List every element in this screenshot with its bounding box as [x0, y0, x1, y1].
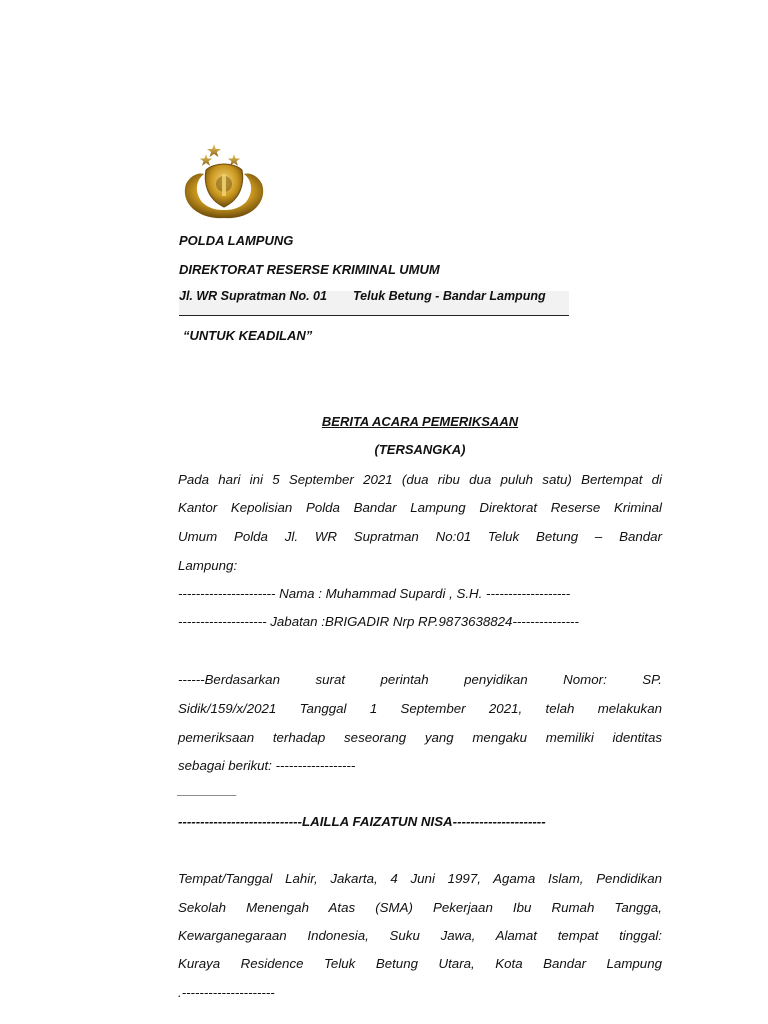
motto: “UNTUK KEADILAN”	[183, 328, 313, 343]
para2-line4: sebagai berikut: ------------------	[178, 758, 356, 773]
para3-line5: .---------------------	[178, 985, 275, 1000]
para3-line3: Kewarganegaraan Indonesia, Suku Jawa, Alamat tempat tinggal:	[178, 928, 662, 943]
para1-line1: Pada hari ini 5 September 2021 (dua ribu dua puluh satu) Bertempat di	[178, 472, 662, 487]
para1-line3: Umum Polda Jl. WR Supratman No:01 Teluk Betung – Bandar	[178, 529, 662, 544]
org-name: POLDA LAMPUNG	[179, 233, 294, 248]
para3-line4: Kuraya Residence Teluk Betung Utara, Kota Bandar Lampung	[178, 956, 662, 971]
para1-line2: Kantor Kepolisian Polda Bandar Lampung Direktorat Reserse Kriminal	[178, 500, 662, 515]
address-street: Jl. WR Supratman No. 01	[179, 289, 327, 303]
para2-line3: pemeriksaan terhadap seseorang yang mengaku memiliki identitas	[178, 730, 662, 745]
address-row	[179, 291, 569, 316]
address-city: Teluk Betung - Bandar Lampung	[353, 289, 546, 303]
para2-line1: ------Berdasarkan surat perintah penyidikan Nomor: SP.	[178, 672, 662, 687]
officer-rank-line: -------------------- Jabatan :BRIGADIR Nrp RP.9873638824---------------	[178, 614, 579, 629]
officer-name-line: ---------------------- Nama : Muhammad Supardi , S.H. -------------------	[178, 586, 571, 601]
para3-line1: Tempat/Tanggal Lahir, Jakarta, 4 Juni 1997, Agama Islam, Pendidikan	[178, 871, 662, 886]
para3-line2: Sekolah Menengah Atas (SMA) Pekerjaan Ibu Rumah Tangga,	[178, 900, 662, 915]
para2-line2: Sidik/159/x/2021 Tanggal 1 September 2021, telah melakukan	[178, 701, 662, 716]
suspect-name-line: ----------------------------LAILLA FAIZATUN NISA---------------------	[178, 814, 546, 829]
division-name: DIREKTORAT RESERSE KRIMINAL UMUM	[179, 262, 440, 277]
star-top	[207, 144, 221, 157]
doc-subtitle: (TERSANGKA)	[374, 442, 466, 457]
dash-line: ________	[178, 782, 238, 797]
police-emblem-icon	[176, 140, 272, 222]
doc-title: BERITA ACARA PEMERIKSAAN	[321, 414, 519, 429]
para1-line4: Lampung:	[178, 558, 238, 573]
